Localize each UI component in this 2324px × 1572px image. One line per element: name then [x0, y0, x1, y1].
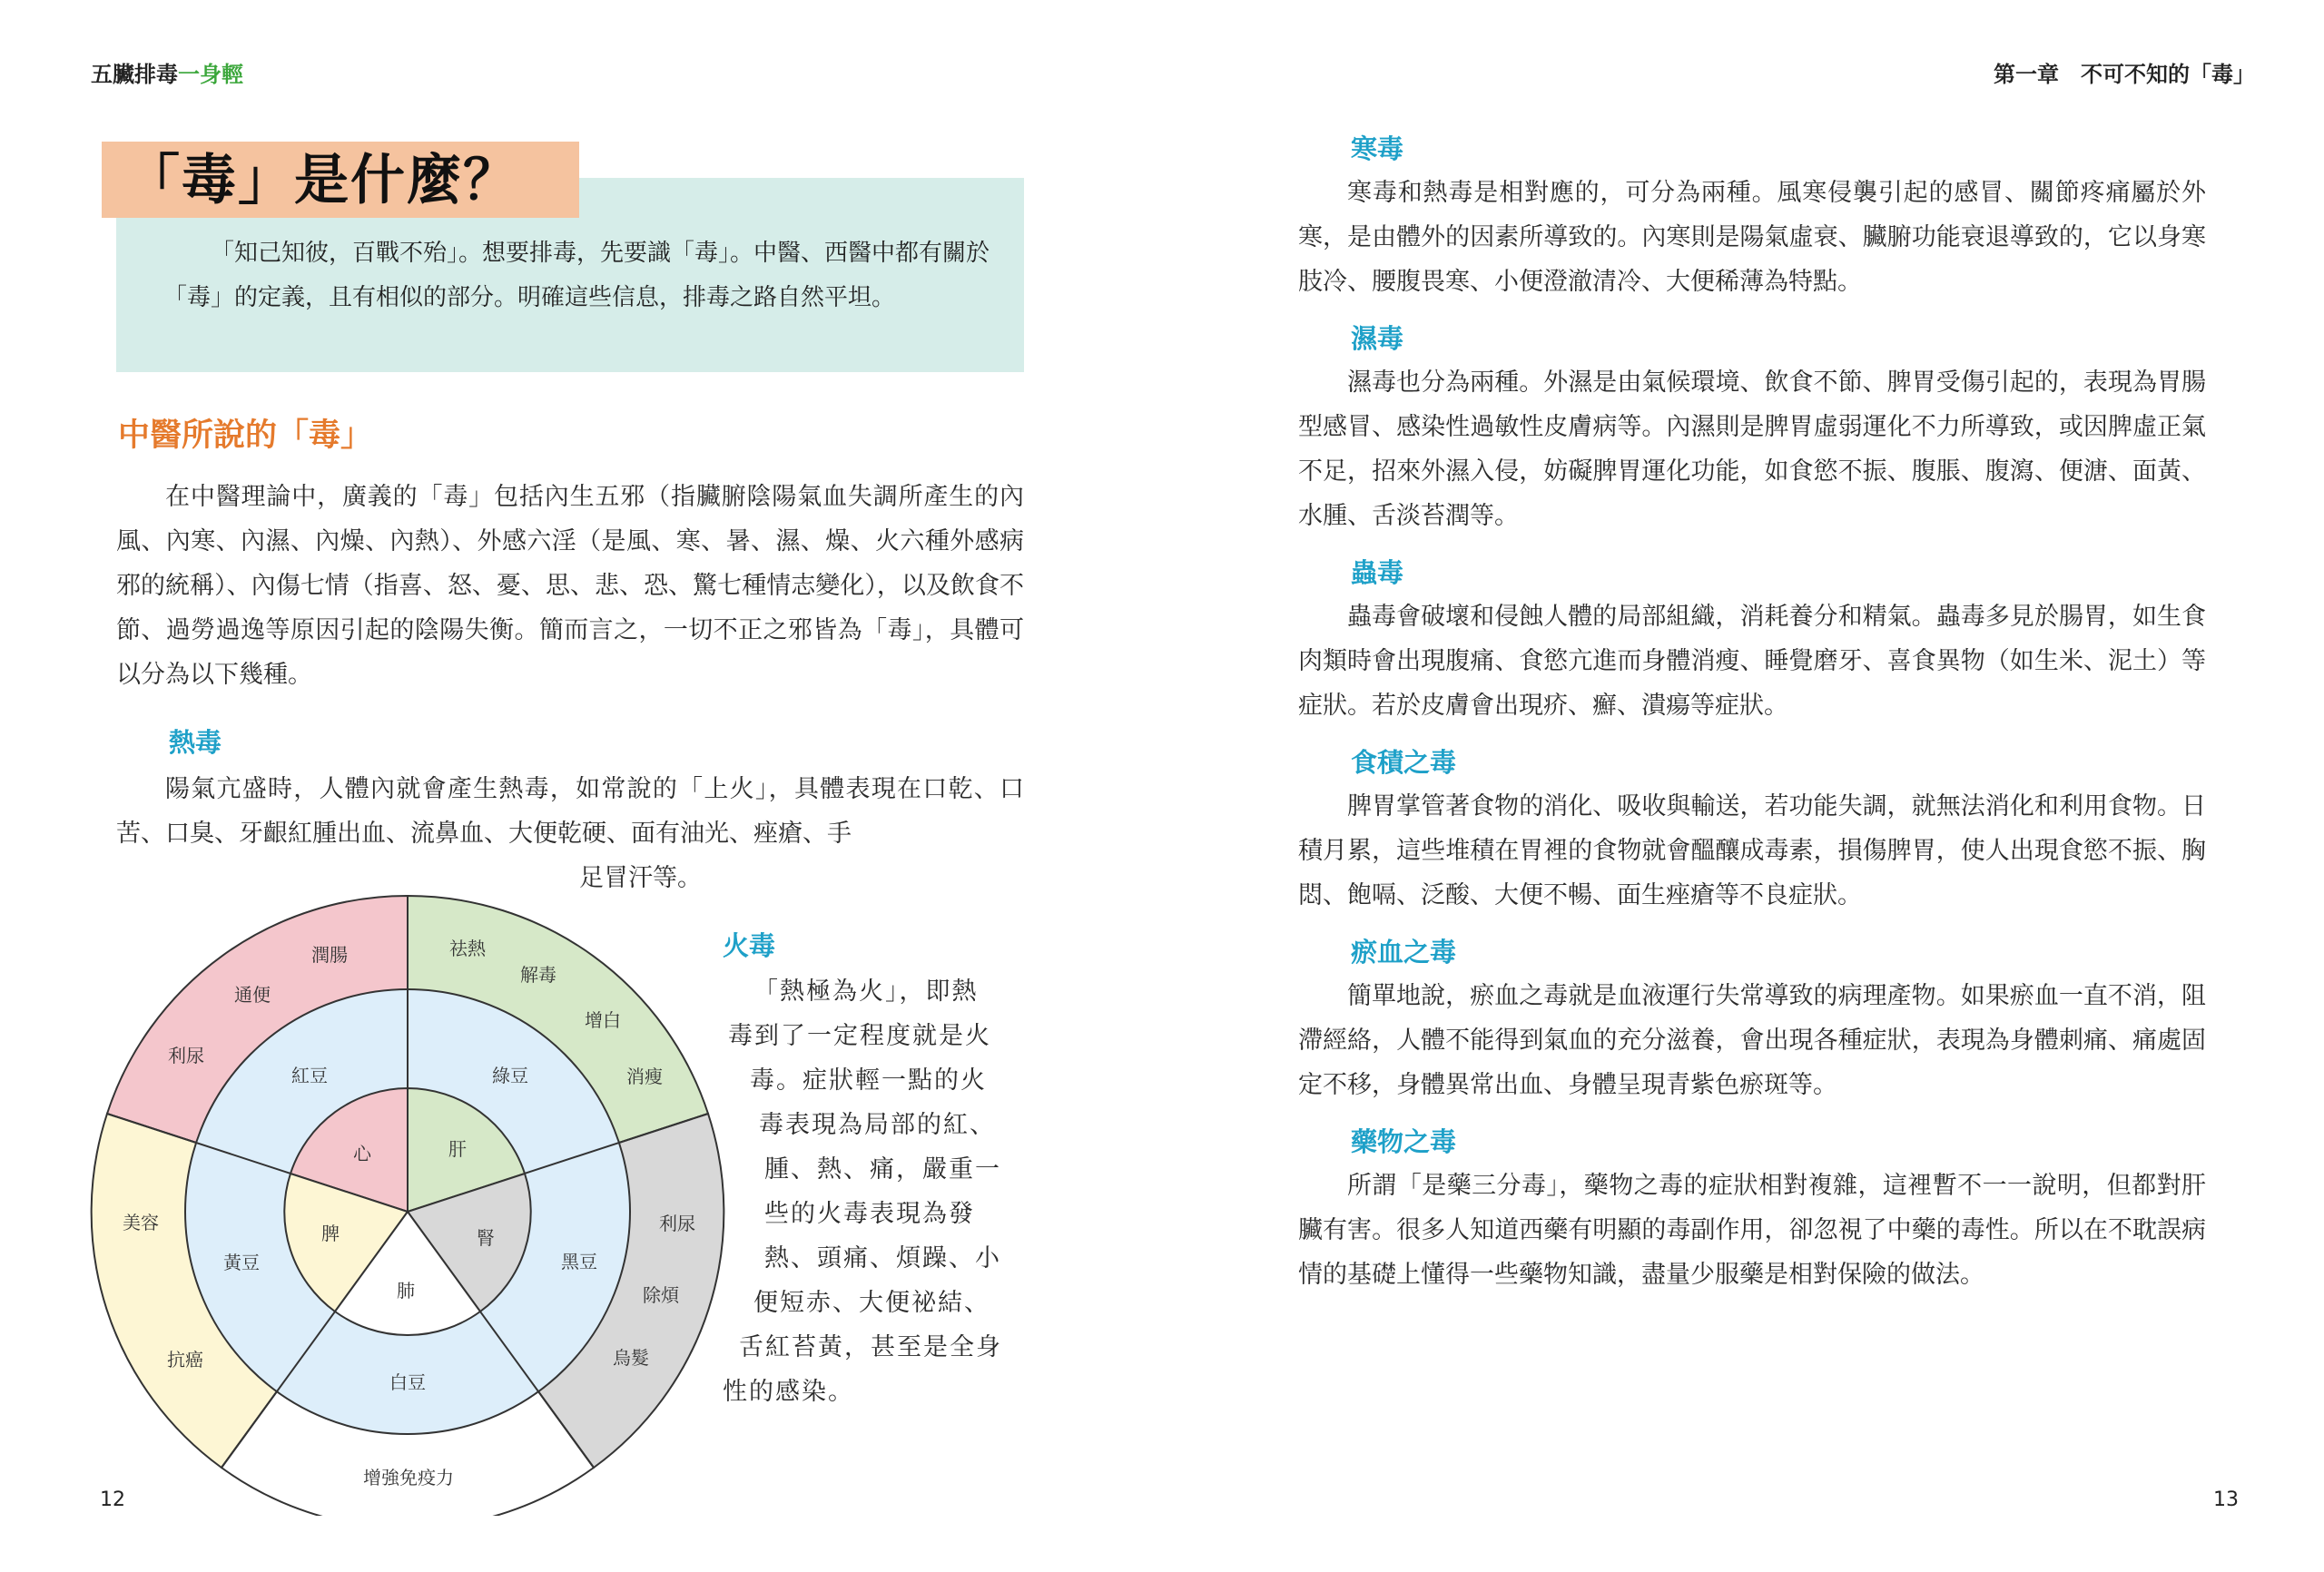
fire-line-10: 性的感染。 — [723, 1378, 854, 1406]
fire-toxin-text — [717, 969, 1026, 1414]
effect-kidney-2: 除煩 — [643, 1284, 679, 1306]
section-drug-title: 藥物之毒 — [1351, 1126, 1457, 1157]
intro-text: 「知己知彼，百戰不殆」。想要排毒，先要識「毒」。中醫、西醫中都有關於「毒」的定義，且有相似的部分。明確這些信息，排毒之路自然平坦。 — [163, 240, 990, 311]
left-page-number: 12 — [100, 1488, 125, 1511]
section-food — [1298, 741, 2206, 918]
section-cold — [1298, 127, 2206, 304]
fire-line-5: 腫、熱、痛，嚴重一 — [764, 1155, 1001, 1184]
left-running-header — [91, 56, 243, 88]
fire-line-9: 舌紅苔黃，甚至是全身 — [739, 1333, 1002, 1361]
section-blood — [1298, 930, 2206, 1107]
effect-liver-4: 消瘦 — [626, 1066, 663, 1087]
bean-heart-label: 紅豆 — [291, 1065, 328, 1086]
fire-line-8: 便短赤、大便祕結、 — [753, 1289, 990, 1317]
bean-spleen-label: 黃豆 — [223, 1252, 260, 1273]
section-food-title: 食積之毒 — [1351, 747, 1457, 778]
section-parasite — [1298, 551, 2206, 728]
section-cold-title: 寒毒 — [1351, 133, 1404, 164]
section-parasite-title: 蟲毒 — [1351, 557, 1404, 588]
section-damp-text: 濕毒也分為兩種。外濕是由氣候環境、飲食不節、脾胃受傷引起的，表現為胃腸型感冒、感染性過敏性皮膚病等。內濕則是脾胃虛弱運化不力所導致，或因脾虛正氣不足，招來外濕入侵，妨礙脾胃運化功能，如食慾不振、腹脹、腹瀉、便溏、面黃、水腫、舌淡苔潤等。 — [1298, 368, 2206, 530]
fire-line-6: 些的火毒表現為發 — [764, 1200, 975, 1228]
fire-toxin-heading: 火毒 — [723, 930, 776, 961]
effect-liver-1: 祛熱 — [449, 938, 486, 959]
effect-liver-2: 解毒 — [520, 964, 556, 986]
effect-heart-3: 利尿 — [168, 1045, 204, 1066]
fire-line-1: 「熱極為火」，即熱 — [753, 978, 979, 1006]
organ-liver-label: 肝 — [448, 1138, 467, 1160]
right-sections — [1298, 127, 2206, 1297]
section-blood-text: 簡單地說，瘀血之毒就是血液運行失常導致的病理產物。如果瘀血一直不消，阻滯經絡，人體不能得到氣血的充分滋養，會出現各種症狀，表現為身體刺痛、痛處固定不移，身體異常出血、身體呈現青紫色瘀斑等。 — [1298, 982, 2206, 1099]
heat-toxin-heading: 熱毒 — [169, 727, 222, 758]
right-running-header: 第一章 不可不知的「毒」 — [1994, 61, 2255, 87]
section-drug — [1298, 1120, 2206, 1297]
page-title: 「毒」是什麼？ — [125, 149, 519, 212]
bean-liver-label: 綠豆 — [492, 1065, 528, 1086]
book-title-part1: 五臟排毒 — [91, 61, 178, 87]
effect-lung-1: 增強免疫力 — [363, 1467, 454, 1488]
section-parasite-text: 蟲毒會破壞和侵蝕人體的局部組織，消耗養分和精氣。蟲毒多見於腸胃，如生食肉類時會出現腹痛、食慾亢進而身體消瘦、睡覺磨牙、喜食異物（如生米、泥土）等症狀。若於皮膚會出現疥、癬、潰瘍等症狀。 — [1298, 603, 2206, 720]
fire-line-3: 毒。症狀輕一點的火 — [750, 1066, 987, 1095]
fire-line-7: 熱、頭痛、煩躁、小 — [764, 1244, 1001, 1272]
effect-kidney-3: 烏髮 — [613, 1347, 649, 1369]
effect-spleen-1: 美容 — [123, 1212, 159, 1233]
section-food-text: 脾胃掌管著食物的消化、吸收與輸送，若功能失調，就無法消化和利用食物。日積月累，這些堆積在胃裡的食物就會醞釀成毒素，損傷脾胃，使人出現食慾不振、胸悶、飽嗝、泛酸、大便不暢、面生痤瘡等不良症狀。 — [1298, 792, 2206, 909]
section-damp — [1298, 317, 2206, 538]
heat-toxin-text-end: 足冒汗等。 — [579, 864, 702, 892]
section-drug-text: 所謂「是藥三分毒」，藥物之毒的症狀相對複雜，這裡暫不一一說明，但都對肝臟有害。很多人知道西藥有明顯的毒副作用，卻忽視了中藥的毒性。所以在不耽誤病情的基礎上懂得一些藥物知識，盡量少服藥是相對保險的做法。 — [1298, 1172, 2206, 1289]
organ-heart-label: 心 — [353, 1143, 371, 1164]
section-cold-text: 寒毒和熱毒是相對應的，可分為兩種。風寒侵襲引起的感冒、關節疼痛屬於外寒，是由體外的因素所導致的。內寒則是陽氣虛衰、臟腑功能衰退導致的，它以身寒肢冷、腰腹畏寒、小便澄澈清冷、大便稀薄為特點。 — [1298, 179, 2206, 296]
organ-kidney-label: 腎 — [477, 1227, 495, 1249]
effect-liver-3: 增白 — [585, 1009, 621, 1031]
effect-spleen-2: 抗癌 — [167, 1349, 203, 1371]
effect-heart-1: 潤腸 — [311, 944, 348, 966]
effect-kidney-1: 利尿 — [659, 1213, 695, 1234]
section-title: 中醫所說的「毒」 — [118, 418, 373, 454]
heat-toxin-text: 陽氣亢盛時，人體內就會產生熱毒，如常說的「上火」，具體表現在口乾、口苦、口臭、牙齦紅腫出血、流鼻血、大便乾硬、面有油光、痤瘡、手 — [116, 775, 1024, 848]
organ-spleen-label: 脾 — [321, 1223, 340, 1244]
bean-kidney-label: 黑豆 — [561, 1251, 597, 1272]
five-organs-diagram — [82, 880, 735, 1516]
fire-line-2: 毒到了一定程度就是火 — [728, 1022, 991, 1050]
effect-heart-2: 通便 — [234, 984, 271, 1006]
right-page-number: 13 — [2213, 1488, 2239, 1511]
bean-lung-label: 白豆 — [389, 1371, 426, 1393]
section-damp-title: 濕毒 — [1351, 323, 1404, 354]
book-title-part2: 一身輕 — [178, 61, 243, 87]
section-blood-title: 瘀血之毒 — [1351, 937, 1457, 968]
section-paragraph: 在中醫理論中，廣義的「毒」包括內生五邪（指臟腑陰陽氣血失調所產生的內風、內寒、內濕、內燥、內熱）、外感六淫（是風、寒、暑、濕、燥、火六種外感病邪的統稱）、內傷七情（指喜、怒、憂、思、悲、恐、驚七種情志變化），以及飲食不節、過勞過逸等原因引起的陰陽失衡。簡而言之，一切不正之邪皆為「毒」，具體可以分為以下幾種。 — [116, 483, 1024, 689]
organ-lung-label: 肺 — [397, 1280, 415, 1302]
fire-line-4: 毒表現為局部的紅、 — [759, 1111, 996, 1139]
